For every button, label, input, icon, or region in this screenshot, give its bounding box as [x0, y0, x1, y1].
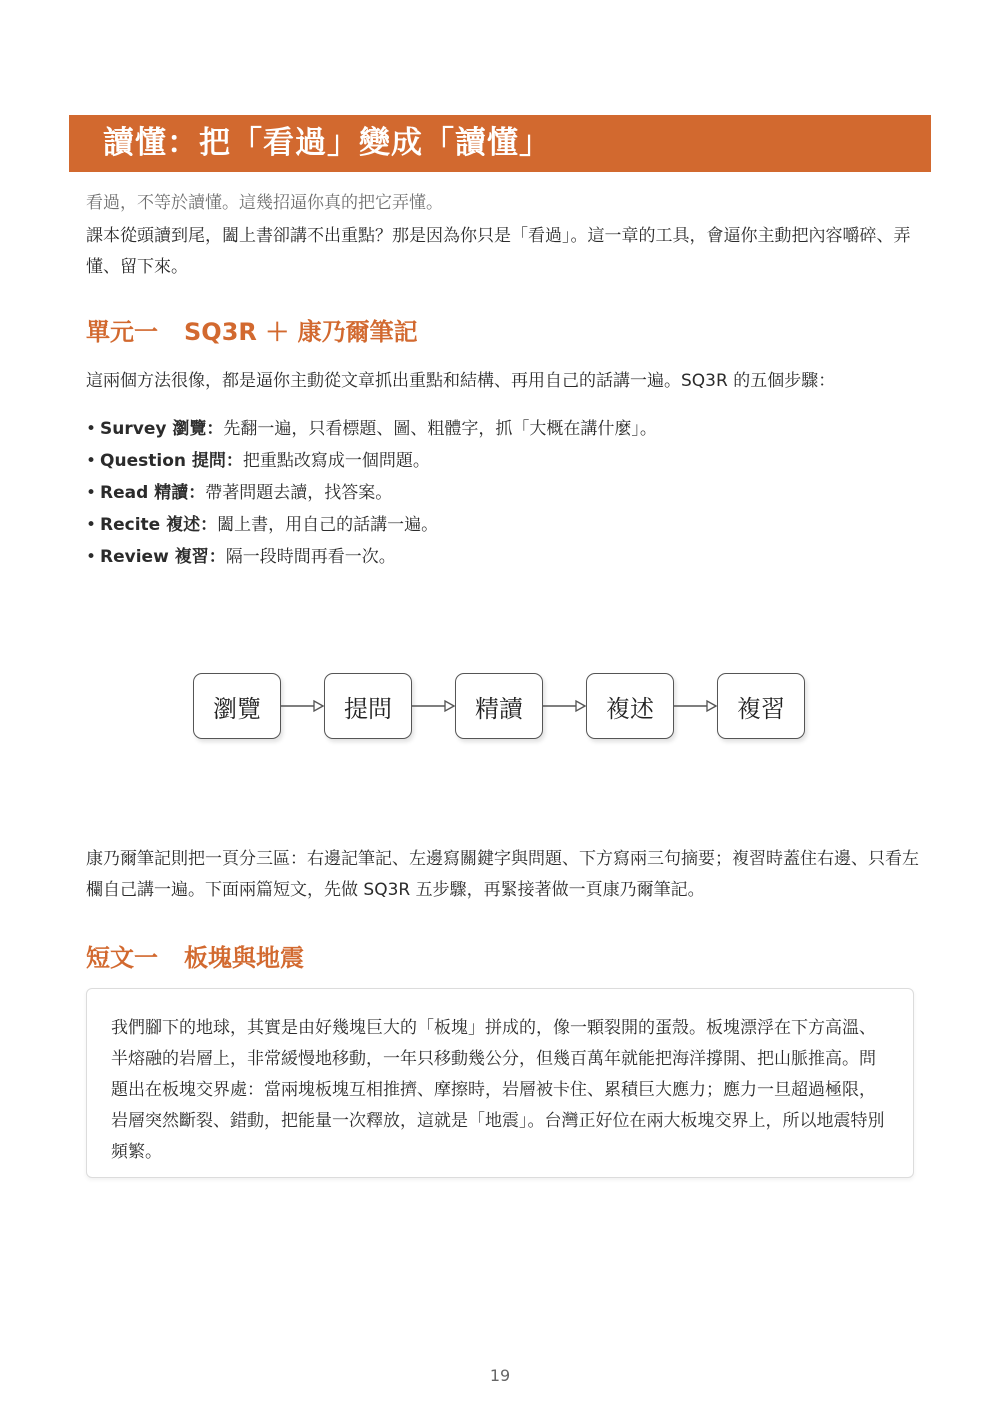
- list-item: • Review 複習：隔一段時間再看一次。: [86, 547, 396, 567]
- flow-arrow-icon: [281, 699, 324, 713]
- unit1-lead: 這兩個方法很像，都是逼你主動從文章抓出重點和結構、再用自己的話講一遍。SQ3R 的五個步驟：: [86, 371, 836, 391]
- page-number: 19: [489, 1366, 511, 1385]
- chapter-title: 讀懂：把「看過」變成「讀懂」: [103, 125, 551, 161]
- unit1-name: SQ3R ＋ 康乃爾筆記: [184, 318, 418, 346]
- flow-arrow-icon: [674, 699, 717, 713]
- unit1-heading: [86, 316, 418, 348]
- chapter-title-bar: [69, 115, 931, 172]
- passage1-heading: [86, 942, 304, 974]
- intro-subtitle: 看過，不等於讀懂。這幾招逼你真的把它弄懂。: [86, 193, 443, 213]
- cornell-paragraph: 康乃爾筆記則把一頁分三區：右邊記筆記、左邊寫關鍵字與問題、下方寫兩三句摘要；複習時蓋住右邊、只看左欄自己講一遍。下面兩篇短文，先做 SQ3R 五步驟，再緊接著做一頁康乃爾筆記。: [86, 849, 919, 900]
- list-item: • Survey 瀏覽：先翻一遍，只看標題、圖、粗體字，抓「大概在講什麼」。: [86, 419, 657, 439]
- flow-step-survey: 瀏覽: [193, 673, 281, 739]
- passage-text: 我們腳下的地球，其實是由好幾塊巨大的「板塊」拼成的，像一顆裂開的蛋殼。板塊漂浮在下方高溫、半熔融的岩層上，非常緩慢地移動，一年只移動幾公分，但幾百萬年就能把海洋撐開、把山脈推高。問題出在板塊交界處：當兩塊板塊互相推擠、摩擦時，岩層被卡住、累積巨大應力；應力一旦超過極限，岩層突然斷裂、錯動，把能量一次釋放，這就是「地震」。台灣正好位在兩大板塊交界上，所以地震特別頻繁。: [111, 1018, 885, 1162]
- passage-card: [86, 988, 914, 1178]
- list-item: • Question 提問：把重點改寫成一個問題。: [86, 451, 430, 471]
- list-item: • Read 精讀：帶著問題去讀，找答案。: [86, 483, 393, 503]
- sq3r-flow-diagram: [193, 673, 813, 741]
- passage1-name: 板塊與地震: [184, 944, 304, 972]
- intro-paragraph: 課本從頭讀到尾，闔上書卻講不出重點？那是因為你只是「看過」。這一章的工具，會逼你主動把內容嚼碎、弄懂、留下來。: [86, 226, 911, 277]
- flow-step-review: 複習: [717, 673, 805, 739]
- passage1-label: 短文一: [86, 944, 158, 972]
- unit1-label: 單元一: [86, 318, 158, 346]
- flow-step-question: 提問: [324, 673, 412, 739]
- flow-arrow-icon: [543, 699, 586, 713]
- flow-step-read: 精讀: [455, 673, 543, 739]
- list-item: • Recite 複述：闔上書，用自己的話講一遍。: [86, 515, 439, 535]
- flow-arrow-icon: [412, 699, 455, 713]
- sq3r-step-list: [86, 413, 657, 573]
- flow-step-recite: 複述: [586, 673, 674, 739]
